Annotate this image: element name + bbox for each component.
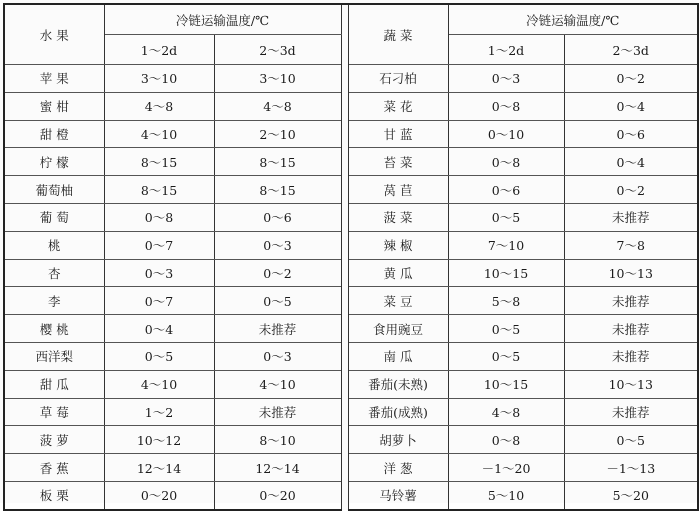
vegetable-temp-2-3d: 未推荐	[564, 315, 698, 343]
fruit-col-1-2d: 1～2d	[104, 35, 214, 65]
vegetable-temp-2-3d: 0～4	[564, 148, 698, 176]
vegetable-name: 南 瓜	[348, 342, 448, 370]
fruit-temp-2-3d: 0～5	[214, 287, 341, 315]
fruit-header: 水 果	[4, 4, 104, 65]
fruit-name: 樱 桃	[4, 315, 104, 343]
fruit-temp-1-2d: 0～4	[104, 315, 214, 343]
fruit-name: 柠 檬	[4, 148, 104, 176]
fruit-name: 西洋梨	[4, 342, 104, 370]
vegetable-temp-2-3d: 10～13	[564, 259, 698, 287]
fruit-name: 板 栗	[4, 481, 104, 509]
vegetable-temp-2-3d: 0～6	[564, 120, 698, 148]
vegetable-temp-1-2d: 0～10	[448, 120, 564, 148]
vegetable-temp-1-2d: 0～5	[448, 315, 564, 343]
vegetable-name: 番茄(未熟)	[348, 370, 448, 398]
table-row	[4, 398, 698, 426]
vegetable-temp-1-2d: 0～3	[448, 65, 564, 93]
table-row	[4, 176, 698, 204]
vegetable-temp-1-2d: 5～8	[448, 287, 564, 315]
vegetable-name: 胡萝卜	[348, 426, 448, 454]
vegetable-temp-1-2d: 0～8	[448, 92, 564, 120]
vegetable-col-1-2d: 1～2d	[448, 35, 564, 65]
fruit-temp-2-3d: 3～10	[214, 65, 341, 93]
vegetable-temp-2-3d: 0～2	[564, 176, 698, 204]
fruit-name: 葡萄柚	[4, 176, 104, 204]
vegetable-temp-group-header: 冷链运输温度/℃	[448, 4, 698, 35]
vegetable-name: 甘 蓝	[348, 120, 448, 148]
vegetable-name: 辣 椒	[348, 231, 448, 259]
table-row	[4, 65, 698, 93]
vegetable-temp-1-2d: 0～5	[448, 342, 564, 370]
vegetable-temp-2-3d: 10～13	[564, 370, 698, 398]
fruit-temp-2-3d: 2～10	[214, 120, 341, 148]
fruit-name: 香 蕉	[4, 454, 104, 482]
fruit-temp-1-2d: 8～15	[104, 176, 214, 204]
cold-chain-temperature-table	[3, 3, 699, 511]
vegetable-temp-2-3d: 未推荐	[564, 398, 698, 426]
table-row	[4, 454, 698, 482]
vegetable-temp-2-3d: 0～4	[564, 92, 698, 120]
header-row-1	[4, 4, 698, 35]
vegetable-temp-2-3d: 未推荐	[564, 342, 698, 370]
fruit-temp-1-2d: 12～14	[104, 454, 214, 482]
vegetable-name: 马铃薯	[348, 481, 448, 509]
fruit-temp-2-3d: 0～3	[214, 342, 341, 370]
fruit-name: 甜 橙	[4, 120, 104, 148]
fruit-temp-1-2d: 0～3	[104, 259, 214, 287]
vegetable-temp-1-2d: 0～5	[448, 203, 564, 231]
fruit-name: 李	[4, 287, 104, 315]
table-row	[4, 426, 698, 454]
fruit-temp-1-2d: 8～15	[104, 148, 214, 176]
vegetable-temp-2-3d: 未推荐	[564, 287, 698, 315]
vegetable-temp-1-2d: 5～10	[448, 481, 564, 509]
vegetable-name: 石刁柏	[348, 65, 448, 93]
table-row	[4, 259, 698, 287]
fruit-temp-group-header: 冷链运输温度/℃	[104, 4, 341, 35]
vegetable-name: 菜 豆	[348, 287, 448, 315]
table-row	[4, 92, 698, 120]
table-row	[4, 120, 698, 148]
vegetable-header: 蔬 菜	[348, 4, 448, 65]
fruit-temp-2-3d: 0～3	[214, 231, 341, 259]
fruit-temp-1-2d: 0～5	[104, 342, 214, 370]
fruit-temp-2-3d: 12～14	[214, 454, 341, 482]
fruit-name: 葡 萄	[4, 203, 104, 231]
fruit-name: 杏	[4, 259, 104, 287]
vegetable-temp-2-3d: 5～20	[564, 481, 698, 509]
fruit-temp-1-2d: 4～10	[104, 370, 214, 398]
table-row	[4, 370, 698, 398]
vegetable-temp-2-3d: 7～8	[564, 231, 698, 259]
vegetable-temp-1-2d: 7～10	[448, 231, 564, 259]
fruit-temp-1-2d: 0～7	[104, 287, 214, 315]
vegetable-name: 菠 菜	[348, 203, 448, 231]
fruit-temp-2-3d: 4～10	[214, 370, 341, 398]
fruit-temp-2-3d: 8～10	[214, 426, 341, 454]
table-row	[4, 315, 698, 343]
fruit-temp-2-3d: 0～2	[214, 259, 341, 287]
vegetable-temp-1-2d: 0～8	[448, 426, 564, 454]
table-row	[4, 203, 698, 231]
vegetable-name: 菜 花	[348, 92, 448, 120]
fruit-temp-1-2d: 0～8	[104, 203, 214, 231]
vegetable-name: 食用豌豆	[348, 315, 448, 343]
fruit-temp-1-2d: 0～20	[104, 481, 214, 509]
fruit-temp-2-3d: 未推荐	[214, 398, 341, 426]
vegetable-col-2-3d: 2～3d	[564, 35, 698, 65]
vegetable-temp-1-2d: －1～20	[448, 454, 564, 482]
fruit-name: 草 莓	[4, 398, 104, 426]
vegetable-temp-1-2d: 0～8	[448, 148, 564, 176]
table-row	[4, 287, 698, 315]
table-row	[4, 342, 698, 370]
table-row	[4, 231, 698, 259]
fruit-temp-2-3d: 4～8	[214, 92, 341, 120]
table-divider	[341, 4, 348, 510]
vegetable-temp-1-2d: 10～15	[448, 259, 564, 287]
fruit-name: 甜 瓜	[4, 370, 104, 398]
fruit-temp-1-2d: 0～7	[104, 231, 214, 259]
fruit-temp-1-2d: 3～10	[104, 65, 214, 93]
fruit-temp-1-2d: 10～12	[104, 426, 214, 454]
fruit-name: 苹 果	[4, 65, 104, 93]
table-row	[4, 148, 698, 176]
vegetable-name: 番茄(成熟)	[348, 398, 448, 426]
vegetable-temp-2-3d: 未推荐	[564, 203, 698, 231]
vegetable-name: 苔 菜	[348, 148, 448, 176]
fruit-temp-1-2d: 1～2	[104, 398, 214, 426]
vegetable-temp-1-2d: 10～15	[448, 370, 564, 398]
fruit-col-2-3d: 2～3d	[214, 35, 341, 65]
fruit-name: 桃	[4, 231, 104, 259]
vegetable-name: 洋 葱	[348, 454, 448, 482]
fruit-temp-1-2d: 4～8	[104, 92, 214, 120]
fruit-temp-2-3d: 8～15	[214, 148, 341, 176]
fruit-name: 蜜 柑	[4, 92, 104, 120]
vegetable-temp-1-2d: 4～8	[448, 398, 564, 426]
vegetable-temp-2-3d: －1～13	[564, 454, 698, 482]
vegetable-name: 黄 瓜	[348, 259, 448, 287]
fruit-temp-2-3d: 0～6	[214, 203, 341, 231]
vegetable-name: 莴 苣	[348, 176, 448, 204]
vegetable-temp-2-3d: 0～2	[564, 65, 698, 93]
fruit-temp-2-3d: 未推荐	[214, 315, 341, 343]
vegetable-temp-1-2d: 0～6	[448, 176, 564, 204]
fruit-temp-2-3d: 8～15	[214, 176, 341, 204]
table-row	[4, 481, 698, 509]
fruit-temp-1-2d: 4～10	[104, 120, 214, 148]
vegetable-temp-2-3d: 0～5	[564, 426, 698, 454]
fruit-name: 菠 萝	[4, 426, 104, 454]
fruit-temp-2-3d: 0～20	[214, 481, 341, 509]
